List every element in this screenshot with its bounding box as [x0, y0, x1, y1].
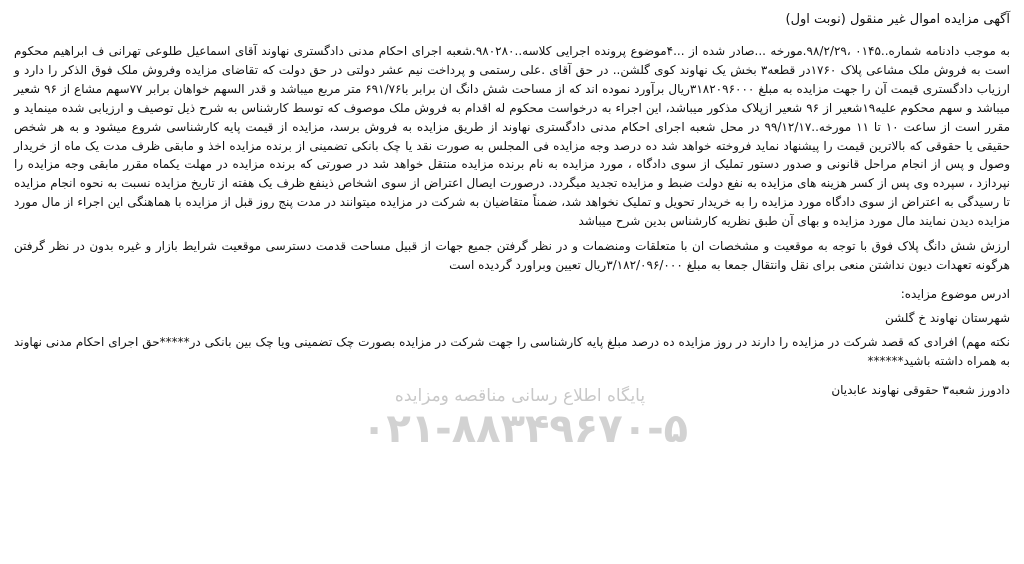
notice-title: آگهی مزایده اموال غیر منقول (نوبت اول)	[785, 12, 1010, 27]
watermark-phone: ۰۲۱-۸۸۳۴۹۶۷۰-۵	[361, 406, 689, 452]
address-label: ادرس موضوع مزایده:	[900, 286, 1010, 301]
notice-content	[14, 10, 1010, 399]
notice-paragraph-main: به موجب دادنامه شماره..۰۱۴۵ ،۹۸/۲/۲۹.مورخه ...صادر شده از ...۴موضوع پرونده اجرایی کلاسه..۹۸۰۲۸۰.شعبه اجرای احکام مدنی دادگستری نهاوند آقای اسماعیل طلوعی تهرانی ف ابراهیم محکوم است به فروش ملک مشاعی پلاک ۱۷۶۰در قطعه۳ بخش یک نهاوند کوی گلشن.. در حق آقای .علی رستمی و پرداخت نیم عشر دولتی در حق دولت که تقاضای مزایده وفروش ملک فوق الذکر را دارد و ارزیاب دادگستری قیمت آن را جهت مزایده به مبلغ ۳۱۸۲۰۹۶۰۰۰ریال برآورد نموده اند که از مساحت شش دانگ ان برابر با۶۹۱/۷۶ متر مربع میباشد و قدر السهم خواهان برابر ۷۷سهم مشاع از ۹۶ شعیر میباشد و سهم محکوم علیه۱۹شعیر از ۹۶ شعیر ازپلاک مذکور میباشد، این اجراء به درخواست محکوم له اقدام به فروش ملک موصوف که توسط کارشناس به شرح ذیل توصیف و ارزیابی شده مینماید و مقرر است از ساعت ۱۰ تا ۱۱ مورخه..۹۹/۱۲/۱۷ در محل شعبه اجرای احکام مدنی دادگستری نهاوند از طریق مزایده به فروش برسد، مزایده از قیمت پایه کارشناسی شروع میشود و به هر شخص حقیقی یا حقوقی که بالاترین قیمت را پیشنهاد نماید فروخته خواهد شد ده درصد وجه مزایده فی المجلس به صورت نقد یا چک بانکی تضمینی از برنده مزایده اخذ و مابقی ظرف مدت یک ماه از خریدار وصول و پس از انجام مراحل قانونی و صدور دستور تملیک از سوی دادگاه ، مورد مزایده به نام برنده مزایده منتقل خواهد شد در صورتی که برنده مزایده در مهلت یکماه مقرر مابقی وجه مزایده را نپردازد ، سپرده وی پس از کسر هزینه های مزایده به نفع دولت ضبط و مزایده تجدید میگردد. درصورت ایصال اعتراض از سوی اشخاص ذینفع ظرف یک هفته از تاریخ مزایده نسبت به نحوه انجام مزایده تا رسیدگی به اعتراض از سوی دادگاه مورد مزایده را به خریدار تحویل و تملیک نخواهد شد، ضمناً متقاضیان به شرکت در مزایده میتوانند در مدت پنج روز قبل از مزایده با هماهنگی این اجراء از مال مورد مزایده دیدن نمایند مال مورد مزایده و بهای آن طبق نظریه کارشناس بدین شرح میباشد	[14, 44, 1011, 229]
address-value: شهرستان نهاوند خ گلشن	[884, 310, 1010, 325]
signature: دادورز شعبه۳ حقوقی نهاوند عابدیان	[831, 382, 1010, 397]
important-note: نکته مهم) افرادی که قصد شرکت در مزایده را دارند در روز مزایده ده درصد مبلغ پایه کارشناسی را جهت شرکت در مزایده بصورت چک تضمینی ویا چک بین بانکی در*****حق اجرای احکام مدنی نهاوند به همراه داشته باشید******	[14, 334, 1010, 368]
watermark-name: پایگاه اطلاع رسانی مناقصه ومزایده	[394, 386, 646, 406]
notice-paragraph-valuation: ارزش شش دانگ پلاک فوق با توجه به موقعیت و مشخصات ان با متعلقات ومنضمات و در نظر گرفتن جمیع جهات از قبیل مساحت قدمت دسترسی موقعیت شرایط بازار و غیره بدون در نظر گرفتن هرگونه تعهدات دیون نداشتن منعی برای نقل وانتقال جمعا به مبلغ ۳/۱۸۲/۰۹۶/۰۰۰ریال تعیین وبراورد گردیده است	[14, 239, 1010, 272]
